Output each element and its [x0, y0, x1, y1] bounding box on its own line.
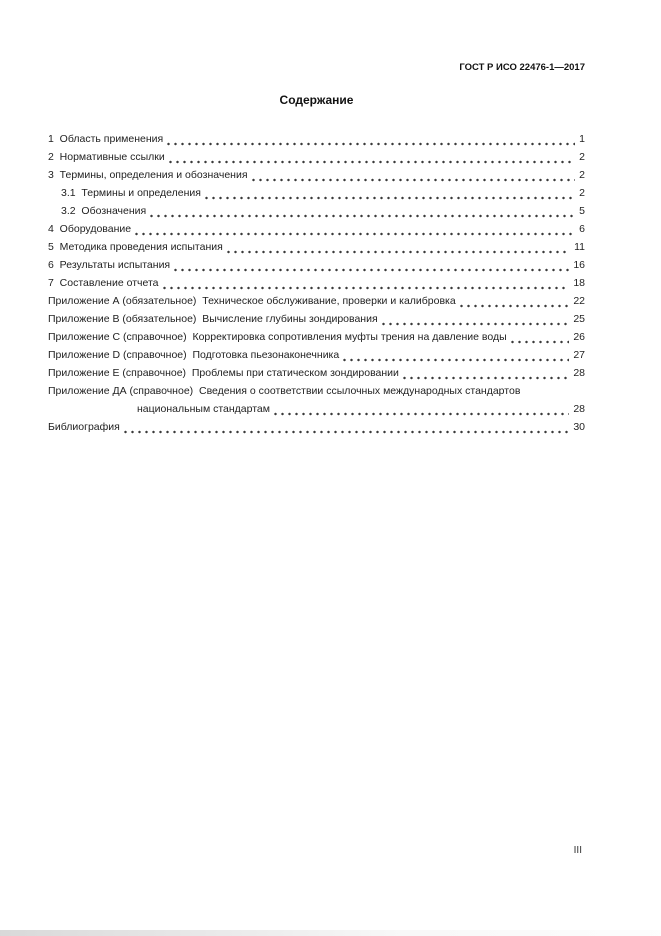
toc-entry [48, 326, 585, 344]
toc-entry [48, 218, 585, 236]
dot-leader [174, 261, 569, 272]
toc-entry [48, 308, 585, 326]
document-number: ГОСТ Р ИСО 22476-1—2017 [459, 62, 585, 73]
toc-entry [48, 200, 585, 218]
dot-leader [511, 333, 570, 344]
dot-leader [227, 243, 570, 254]
toc-entry-label: Приложение D (справочное) Подготовка пьезонаконечника [48, 349, 340, 361]
dot-leader [403, 369, 569, 380]
toc-entry-page: 25 [573, 313, 585, 325]
toc-entry-page: 28 [573, 367, 585, 379]
dot-leader [460, 297, 570, 308]
toc-entry-page: 2 [579, 169, 585, 181]
toc-entry-label: национальным стандартам [137, 403, 270, 415]
toc-entry-label: 5 Методика проведения испытания [48, 241, 223, 253]
toc-entry-label: 3 Термины, определения и обозначения [48, 169, 248, 181]
toc-entry [48, 362, 585, 380]
page-content [48, 62, 585, 434]
table-of-contents [48, 128, 585, 434]
toc-entry [48, 182, 585, 200]
page-number: III [573, 845, 582, 856]
toc-entry-wrapped-line [48, 398, 585, 416]
toc-entry-page: 26 [573, 331, 585, 343]
dot-leader [135, 225, 575, 236]
toc-entry-label: Приложение ДА (справочное) Сведения о соответствии ссылочных международных стандартов [48, 385, 521, 397]
toc-entry-label: 6 Результаты испытания [48, 259, 171, 271]
toc-entry-label: 3.1 Термины и определения [61, 187, 201, 199]
toc-entry-page: 2 [579, 187, 585, 199]
dot-leader [205, 189, 575, 200]
scan-artifact [0, 930, 661, 936]
dot-leader [274, 405, 569, 416]
dot-leader [163, 279, 570, 290]
toc-entry-page: 2 [579, 151, 585, 163]
toc-entry-first-line [48, 380, 585, 398]
toc-entry-label: 1 Область применения [48, 133, 164, 145]
toc-entry [48, 146, 585, 164]
toc-entry-label: Приложение А (обязательное) Техническое обслуживание, проверки и калибровка [48, 295, 456, 307]
toc-entry [48, 164, 585, 182]
toc-entry-label: 7 Составление отчета [48, 277, 159, 289]
toc-entry [48, 416, 585, 434]
toc-entry-page: 1 [579, 133, 585, 145]
toc-entry [48, 236, 585, 254]
toc-entry-label: Приложение Е (справочное) Проблемы при статическом зондировании [48, 367, 399, 379]
dot-leader [343, 351, 569, 362]
toc-entry-label: 3.2 Обозначения [61, 205, 147, 217]
toc-entry-page: 11 [574, 241, 585, 253]
toc-entry [48, 272, 585, 290]
toc-entry-label: 2 Нормативные ссылки [48, 151, 165, 163]
toc-entry-page: 22 [573, 295, 585, 307]
dot-leader [169, 153, 575, 164]
toc-entry [48, 254, 585, 272]
dot-leader [167, 135, 575, 146]
toc-entry-label: Приложение В (обязательное) Вычисление глубины зондирования [48, 313, 378, 325]
toc-entry-label: 4 Оборудование [48, 223, 132, 235]
toc-entry-page: 5 [579, 205, 585, 217]
toc-entry-page: 16 [573, 259, 585, 271]
dot-leader [124, 423, 569, 434]
toc-entry-page: 28 [573, 403, 585, 415]
dot-leader [252, 171, 576, 182]
dot-leader [382, 315, 570, 326]
toc-entry-page: 27 [573, 349, 585, 361]
toc-entry-label: Приложение С (справочное) Корректировка сопротивления муфты трения на давление воды [48, 331, 507, 343]
toc-entry [48, 344, 585, 362]
toc-entry [48, 290, 585, 308]
toc-entry-page: 30 [573, 421, 585, 433]
toc-entry [48, 128, 585, 146]
toc-entry-label: Библиография [48, 421, 120, 433]
toc-entry-page: 6 [579, 223, 585, 235]
page-title: Содержание [279, 93, 354, 107]
dot-leader [150, 207, 575, 218]
toc-entry-page: 18 [573, 277, 585, 289]
